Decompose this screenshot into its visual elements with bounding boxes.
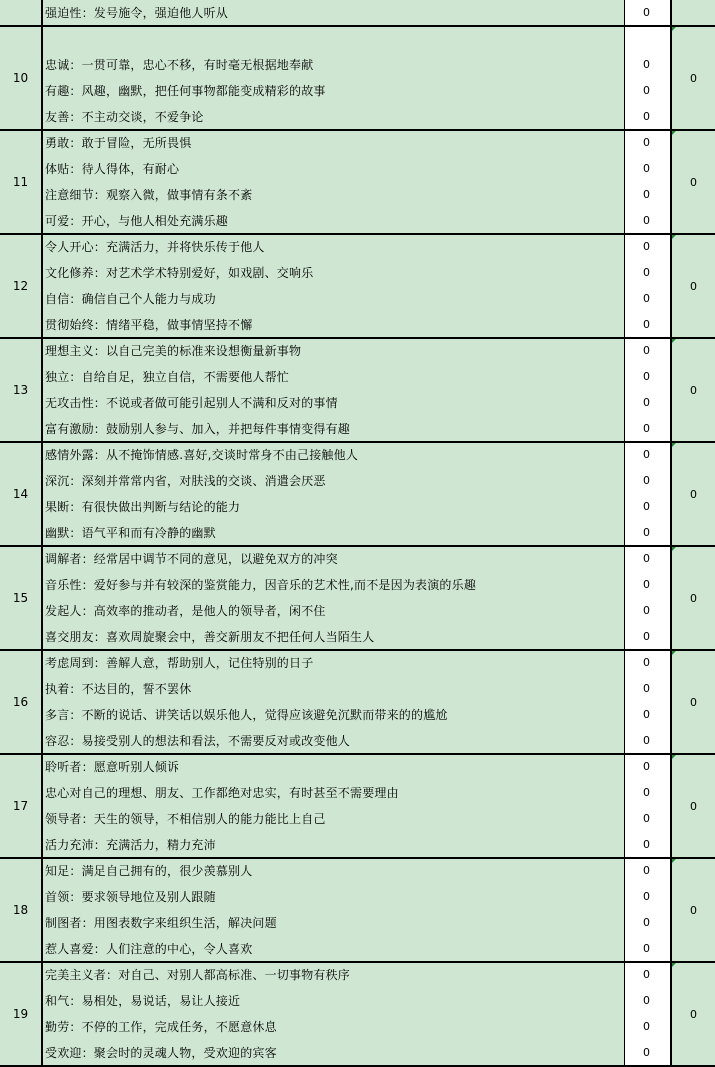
option-score-cell[interactable]: 0 <box>625 156 670 182</box>
option-description-cell[interactable]: 喜交朋友：喜欢周旋聚会中，善交新朋友不把任何人当陌生人 <box>43 624 625 650</box>
option-description-cell[interactable]: 果断：有很快做出判断与结论的能力 <box>43 494 625 520</box>
question-group <box>0 442 715 546</box>
group-total-cell[interactable] <box>670 546 715 650</box>
option-row <box>43 1014 670 1040</box>
option-score-cell[interactable]: 0 <box>625 0 670 26</box>
option-score-cell[interactable]: 0 <box>625 650 670 676</box>
option-description-cell[interactable]: 勇敢：敢于冒险，无所畏惧 <box>43 130 625 156</box>
option-description-cell[interactable]: 聆听者：愿意听别人倾诉 <box>43 754 625 780</box>
option-row <box>43 78 670 104</box>
option-rows <box>43 442 670 546</box>
option-row <box>43 416 670 442</box>
option-score-cell[interactable]: 0 <box>625 832 670 858</box>
option-description-cell[interactable]: 富有激励：鼓励别人参与、加入，并把每件事情变得有趣 <box>43 416 625 442</box>
option-rows <box>43 0 670 26</box>
option-rows <box>43 130 670 234</box>
group-total-value: 0 <box>690 279 697 293</box>
option-score-cell[interactable] <box>625 26 670 52</box>
option-row <box>43 286 670 312</box>
option-row <box>43 702 670 728</box>
option-score-cell[interactable]: 0 <box>625 806 670 832</box>
option-row <box>43 806 670 832</box>
question-group <box>0 26 715 130</box>
option-rows <box>43 546 670 650</box>
option-description-cell[interactable]: 容忍：易接受别人的想法和看法，不需要反对或改变他人 <box>43 728 625 754</box>
option-score-cell[interactable]: 0 <box>625 468 670 494</box>
question-group <box>0 234 715 338</box>
option-description-cell[interactable]: 独立：自给自足，独立自信，不需要他人帮忙 <box>43 364 625 390</box>
question-group <box>0 650 715 754</box>
option-row <box>43 936 670 962</box>
option-row <box>43 390 670 416</box>
group-total-cell[interactable] <box>670 130 715 234</box>
option-score-cell[interactable]: 0 <box>625 962 670 988</box>
option-row <box>43 676 670 702</box>
option-description-cell[interactable]: 理想主义：以自己完美的标准来设想衡量新事物 <box>43 338 625 364</box>
option-score-cell[interactable]: 0 <box>625 130 670 156</box>
option-row <box>43 442 670 468</box>
option-description-cell[interactable]: 有趣：风趣，幽默，把任何事物都能变成精彩的故事 <box>43 78 625 104</box>
option-row <box>43 494 670 520</box>
option-rows <box>43 650 670 754</box>
option-description-cell[interactable]: 首领：要求领导地位及别人跟随 <box>43 884 625 910</box>
question-number-cell[interactable]: 10 <box>0 26 43 130</box>
option-score-cell[interactable]: 0 <box>625 702 670 728</box>
group-total-cell[interactable] <box>670 338 715 442</box>
group-total-value: 0 <box>690 695 697 709</box>
option-description-cell[interactable]: 完美主义者：对自己、对别人都高标准、一切事物有秩序 <box>43 962 625 988</box>
option-row <box>43 364 670 390</box>
option-description-cell[interactable]: 执着：不达目的，誓不罢休 <box>43 676 625 702</box>
option-score-cell[interactable]: 0 <box>625 260 670 286</box>
group-total-value: 0 <box>690 175 697 189</box>
group-total-cell[interactable] <box>670 234 715 338</box>
option-row <box>43 988 670 1014</box>
question-number-cell[interactable] <box>0 0 43 26</box>
option-score-cell[interactable]: 0 <box>625 1040 670 1066</box>
option-row <box>43 468 670 494</box>
option-description-cell[interactable]: 音乐性：爱好参与并有较深的鉴赏能力，因音乐的艺术性,而不是因为表演的乐趣 <box>43 572 625 598</box>
option-rows <box>43 26 670 130</box>
group-total-value: 0 <box>690 1007 697 1021</box>
option-score-cell[interactable]: 0 <box>625 182 670 208</box>
group-total-value: 0 <box>690 487 697 501</box>
question-number-cell[interactable]: 12 <box>0 234 43 338</box>
option-row <box>43 962 670 988</box>
option-row <box>43 546 670 572</box>
question-number-cell[interactable]: 16 <box>0 650 43 754</box>
option-row <box>43 650 670 676</box>
option-score-cell[interactable]: 0 <box>625 754 670 780</box>
option-description-cell[interactable]: 勤劳：不停的工作，完成任务，不愿意休息 <box>43 1014 625 1040</box>
question-group <box>0 546 715 650</box>
question-group <box>0 338 715 442</box>
option-description-cell[interactable]: 考虑周到：善解人意，帮助别人，记住特别的日子 <box>43 650 625 676</box>
option-score-cell[interactable]: 0 <box>625 234 670 260</box>
option-description-cell[interactable]: 活力充沛：充满活力，精力充沛 <box>43 832 625 858</box>
option-score-cell[interactable]: 0 <box>625 520 670 546</box>
option-row <box>43 858 670 884</box>
option-rows <box>43 338 670 442</box>
option-score-cell[interactable]: 0 <box>625 416 670 442</box>
option-row <box>43 910 670 936</box>
option-score-cell[interactable]: 0 <box>625 104 670 130</box>
option-row <box>43 0 670 26</box>
option-row <box>43 598 670 624</box>
option-score-cell[interactable]: 0 <box>625 676 670 702</box>
option-row <box>43 780 670 806</box>
option-row <box>43 520 670 546</box>
option-score-cell[interactable]: 0 <box>625 728 670 754</box>
option-score-cell[interactable]: 0 <box>625 52 670 78</box>
option-score-cell[interactable]: 0 <box>625 208 670 234</box>
option-description-cell[interactable]: 深沉：深刻并常常内省，对肤浅的交谈、消遣会厌恶 <box>43 468 625 494</box>
group-total-cell[interactable] <box>670 962 715 1066</box>
group-total-cell[interactable] <box>670 858 715 962</box>
group-total-value: 0 <box>690 799 697 813</box>
question-group <box>0 858 715 962</box>
option-description-cell[interactable]: 多言：不断的说话、讲笑话以娱乐他人，觉得应该避免沉默而带来的的尴尬 <box>43 702 625 728</box>
option-description-cell[interactable]: 忠心对自己的理想、朋友、工作都绝对忠实，有时甚至不需要理由 <box>43 780 625 806</box>
question-number-cell[interactable]: 11 <box>0 130 43 234</box>
option-description-cell[interactable]: 制图者：用图表数字来组织生活，解决问题 <box>43 910 625 936</box>
option-description-cell[interactable]: 惹人喜爱：人们注意的中心，令人喜欢 <box>43 936 625 962</box>
option-score-cell[interactable]: 0 <box>625 572 670 598</box>
group-total-value: 0 <box>690 383 697 397</box>
option-row <box>43 338 670 364</box>
option-score-cell[interactable]: 0 <box>625 78 670 104</box>
option-score-cell[interactable]: 0 <box>625 858 670 884</box>
option-description-cell[interactable]: 发起人：高效率的推动者，是他人的领导者，闲不住 <box>43 598 625 624</box>
option-score-cell[interactable]: 0 <box>625 884 670 910</box>
option-row <box>43 130 670 156</box>
question-group <box>0 754 715 858</box>
option-description-cell[interactable]: 和气：易相处，易说话，易让人接近 <box>43 988 625 1014</box>
option-row <box>43 182 670 208</box>
option-description-cell[interactable]: 无攻击性：不说或者做可能引起别人不满和反对的事情 <box>43 390 625 416</box>
question-number-cell[interactable]: 19 <box>0 962 43 1066</box>
option-description-cell[interactable]: 可爱：开心，与他人相处充满乐趣 <box>43 208 625 234</box>
option-row <box>43 572 670 598</box>
option-score-cell[interactable]: 0 <box>625 936 670 962</box>
option-score-cell[interactable]: 0 <box>625 494 670 520</box>
option-score-cell[interactable]: 0 <box>625 780 670 806</box>
option-score-cell[interactable]: 0 <box>625 1014 670 1040</box>
option-rows <box>43 858 670 962</box>
option-description-cell[interactable]: 调解者：经常居中调节不同的意见，以避免双方的冲突 <box>43 546 625 572</box>
option-score-cell[interactable]: 0 <box>625 286 670 312</box>
group-total-cell[interactable] <box>670 26 715 130</box>
question-number-cell[interactable]: 14 <box>0 442 43 546</box>
option-description-cell[interactable]: 感情外露：从不掩饰情感.喜好,交谈时常身不由己接触他人 <box>43 442 625 468</box>
option-description-cell[interactable]: 受欢迎：聚会时的灵魂人物，受欢迎的宾客 <box>43 1040 625 1066</box>
option-row <box>43 234 670 260</box>
option-row <box>43 884 670 910</box>
question-number-cell[interactable]: 13 <box>0 338 43 442</box>
group-total-value: 0 <box>690 71 697 85</box>
group-total-value: 0 <box>690 903 697 917</box>
option-description-cell[interactable]: 自信：确信自己个人能力与成功 <box>43 286 625 312</box>
option-row <box>43 260 670 286</box>
question-number-cell[interactable]: 17 <box>0 754 43 858</box>
option-rows <box>43 754 670 858</box>
question-group <box>0 962 715 1066</box>
option-row <box>43 728 670 754</box>
option-rows <box>43 962 670 1066</box>
option-description-cell[interactable]: 知足：满足自己拥有的，很少羡慕别人 <box>43 858 625 884</box>
option-description-cell[interactable]: 忠诚：一贯可靠，忠心不移，有时毫无根据地奉献 <box>43 52 625 78</box>
option-row <box>43 312 670 338</box>
option-score-cell[interactable]: 0 <box>625 312 670 338</box>
option-row <box>43 208 670 234</box>
group-total-cell[interactable] <box>670 754 715 858</box>
option-score-cell[interactable]: 0 <box>625 442 670 468</box>
option-description-cell[interactable]: 强迫性：发号施令，强迫他人听从 <box>43 0 625 26</box>
option-description-cell[interactable] <box>43 26 625 52</box>
option-score-cell[interactable]: 0 <box>625 390 670 416</box>
option-description-cell[interactable]: 贯彻始终：情绪平稳，做事情坚持不懈 <box>43 312 625 338</box>
group-total-value: 0 <box>690 591 697 605</box>
option-score-cell[interactable]: 0 <box>625 598 670 624</box>
option-row <box>43 156 670 182</box>
option-score-cell[interactable]: 0 <box>625 364 670 390</box>
question-group <box>0 0 715 26</box>
option-description-cell[interactable]: 文化修养：对艺术学术特别爱好，如戏剧、交响乐 <box>43 260 625 286</box>
option-score-cell[interactable]: 0 <box>625 546 670 572</box>
question-number-cell[interactable]: 18 <box>0 858 43 962</box>
question-group <box>0 130 715 234</box>
question-number-cell[interactable]: 15 <box>0 546 43 650</box>
option-row <box>43 104 670 130</box>
option-row <box>43 52 670 78</box>
option-row <box>43 754 670 780</box>
option-row <box>43 832 670 858</box>
option-row <box>43 624 670 650</box>
group-total-cell[interactable] <box>670 650 715 754</box>
option-rows <box>43 234 670 338</box>
option-score-cell[interactable]: 0 <box>625 910 670 936</box>
option-score-cell[interactable]: 0 <box>625 624 670 650</box>
option-row <box>43 26 670 52</box>
option-score-cell[interactable]: 0 <box>625 338 670 364</box>
option-row <box>43 1040 670 1066</box>
option-description-cell[interactable]: 领导者：天生的领导，不相信别人的能力能比上自己 <box>43 806 625 832</box>
option-description-cell[interactable]: 令人开心：充满活力，并将快乐传于他人 <box>43 234 625 260</box>
option-description-cell[interactable]: 幽默：语气平和而有冷静的幽默 <box>43 520 625 546</box>
option-description-cell[interactable]: 友善：不主动交谈，不爱争论 <box>43 104 625 130</box>
group-total-cell[interactable] <box>670 442 715 546</box>
option-description-cell[interactable]: 体贴：待人得体，有耐心 <box>43 156 625 182</box>
option-description-cell[interactable]: 注意细节：观察入微，做事情有条不紊 <box>43 182 625 208</box>
option-score-cell[interactable]: 0 <box>625 988 670 1014</box>
group-total-cell[interactable] <box>670 0 715 26</box>
